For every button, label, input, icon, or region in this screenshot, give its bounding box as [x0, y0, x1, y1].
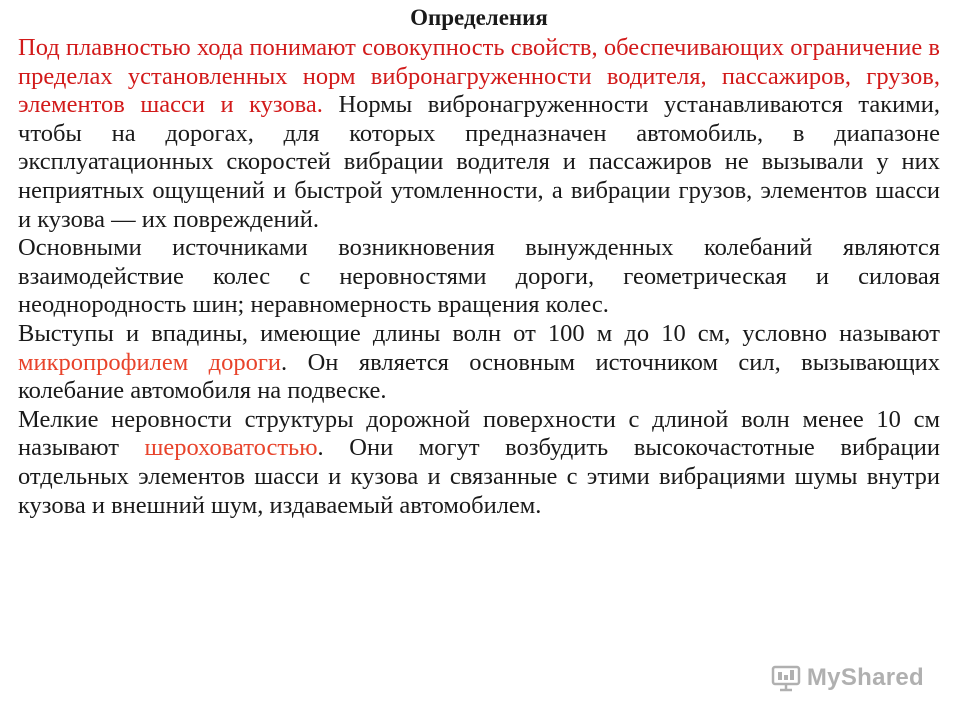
roughness-text-after: . Они могут возбудить высокочастотные вибрации отдельных элементов шасси и кузова и связанные с этими вибрациями шумы внутри кузова и внешний шум, издаваемый автомобилем. — [18, 434, 940, 519]
term-roughness: шероховатостью — [144, 434, 318, 462]
paragraph-roughness — [18, 406, 940, 520]
roughness-text-before: Мелкие неровности структуры дорожной поверхности с длиной волн менее 10 см называют — [18, 405, 940, 462]
slide-content — [18, 4, 940, 520]
presentation-screen-icon — [771, 664, 801, 692]
watermark — [771, 664, 924, 692]
microprofile-text-before: Выступы и впадины, имеющие длины волн от 100 м до 10 см, условно называют — [18, 319, 940, 347]
paragraph-sources: Основными источниками возникновения вынужденных колебаний являются взаимодействие колес с неровностями дороги, геометрическая и силовая неоднородность шин; неравномерность вращения колес. — [18, 234, 940, 319]
definition-text: Нормы вибронагруженности устанавливаются такими, чтобы на дорогах, для которых предназначен автомобиль, в диапазоне эксплуатационных скоростей вибрации водителя и пассажиров не вызывали у них неприятных ощущений и быстрой утомленности, а вибрации грузов, элементов шасси и кузова — их повреждений. — [18, 91, 940, 233]
paragraph-definition — [18, 34, 940, 234]
watermark-text: MyShared — [806, 664, 924, 691]
term-microprofile: микропрофилем дороги — [18, 348, 282, 376]
page-title: Определения — [410, 5, 548, 30]
definition-highlight: Под плавностью хода понимают совокупность свойств, обеспечивающих ограничение в пределах установленных норм вибронагруженности водителя, пассажиров, грузов, элементов шасси и кузова. — [18, 34, 940, 119]
paragraph-microprofile — [18, 320, 940, 406]
microprofile-text-after: . Он является основным источником сил, вызывающих колебание автомобиля на подвеске. — [18, 348, 940, 405]
